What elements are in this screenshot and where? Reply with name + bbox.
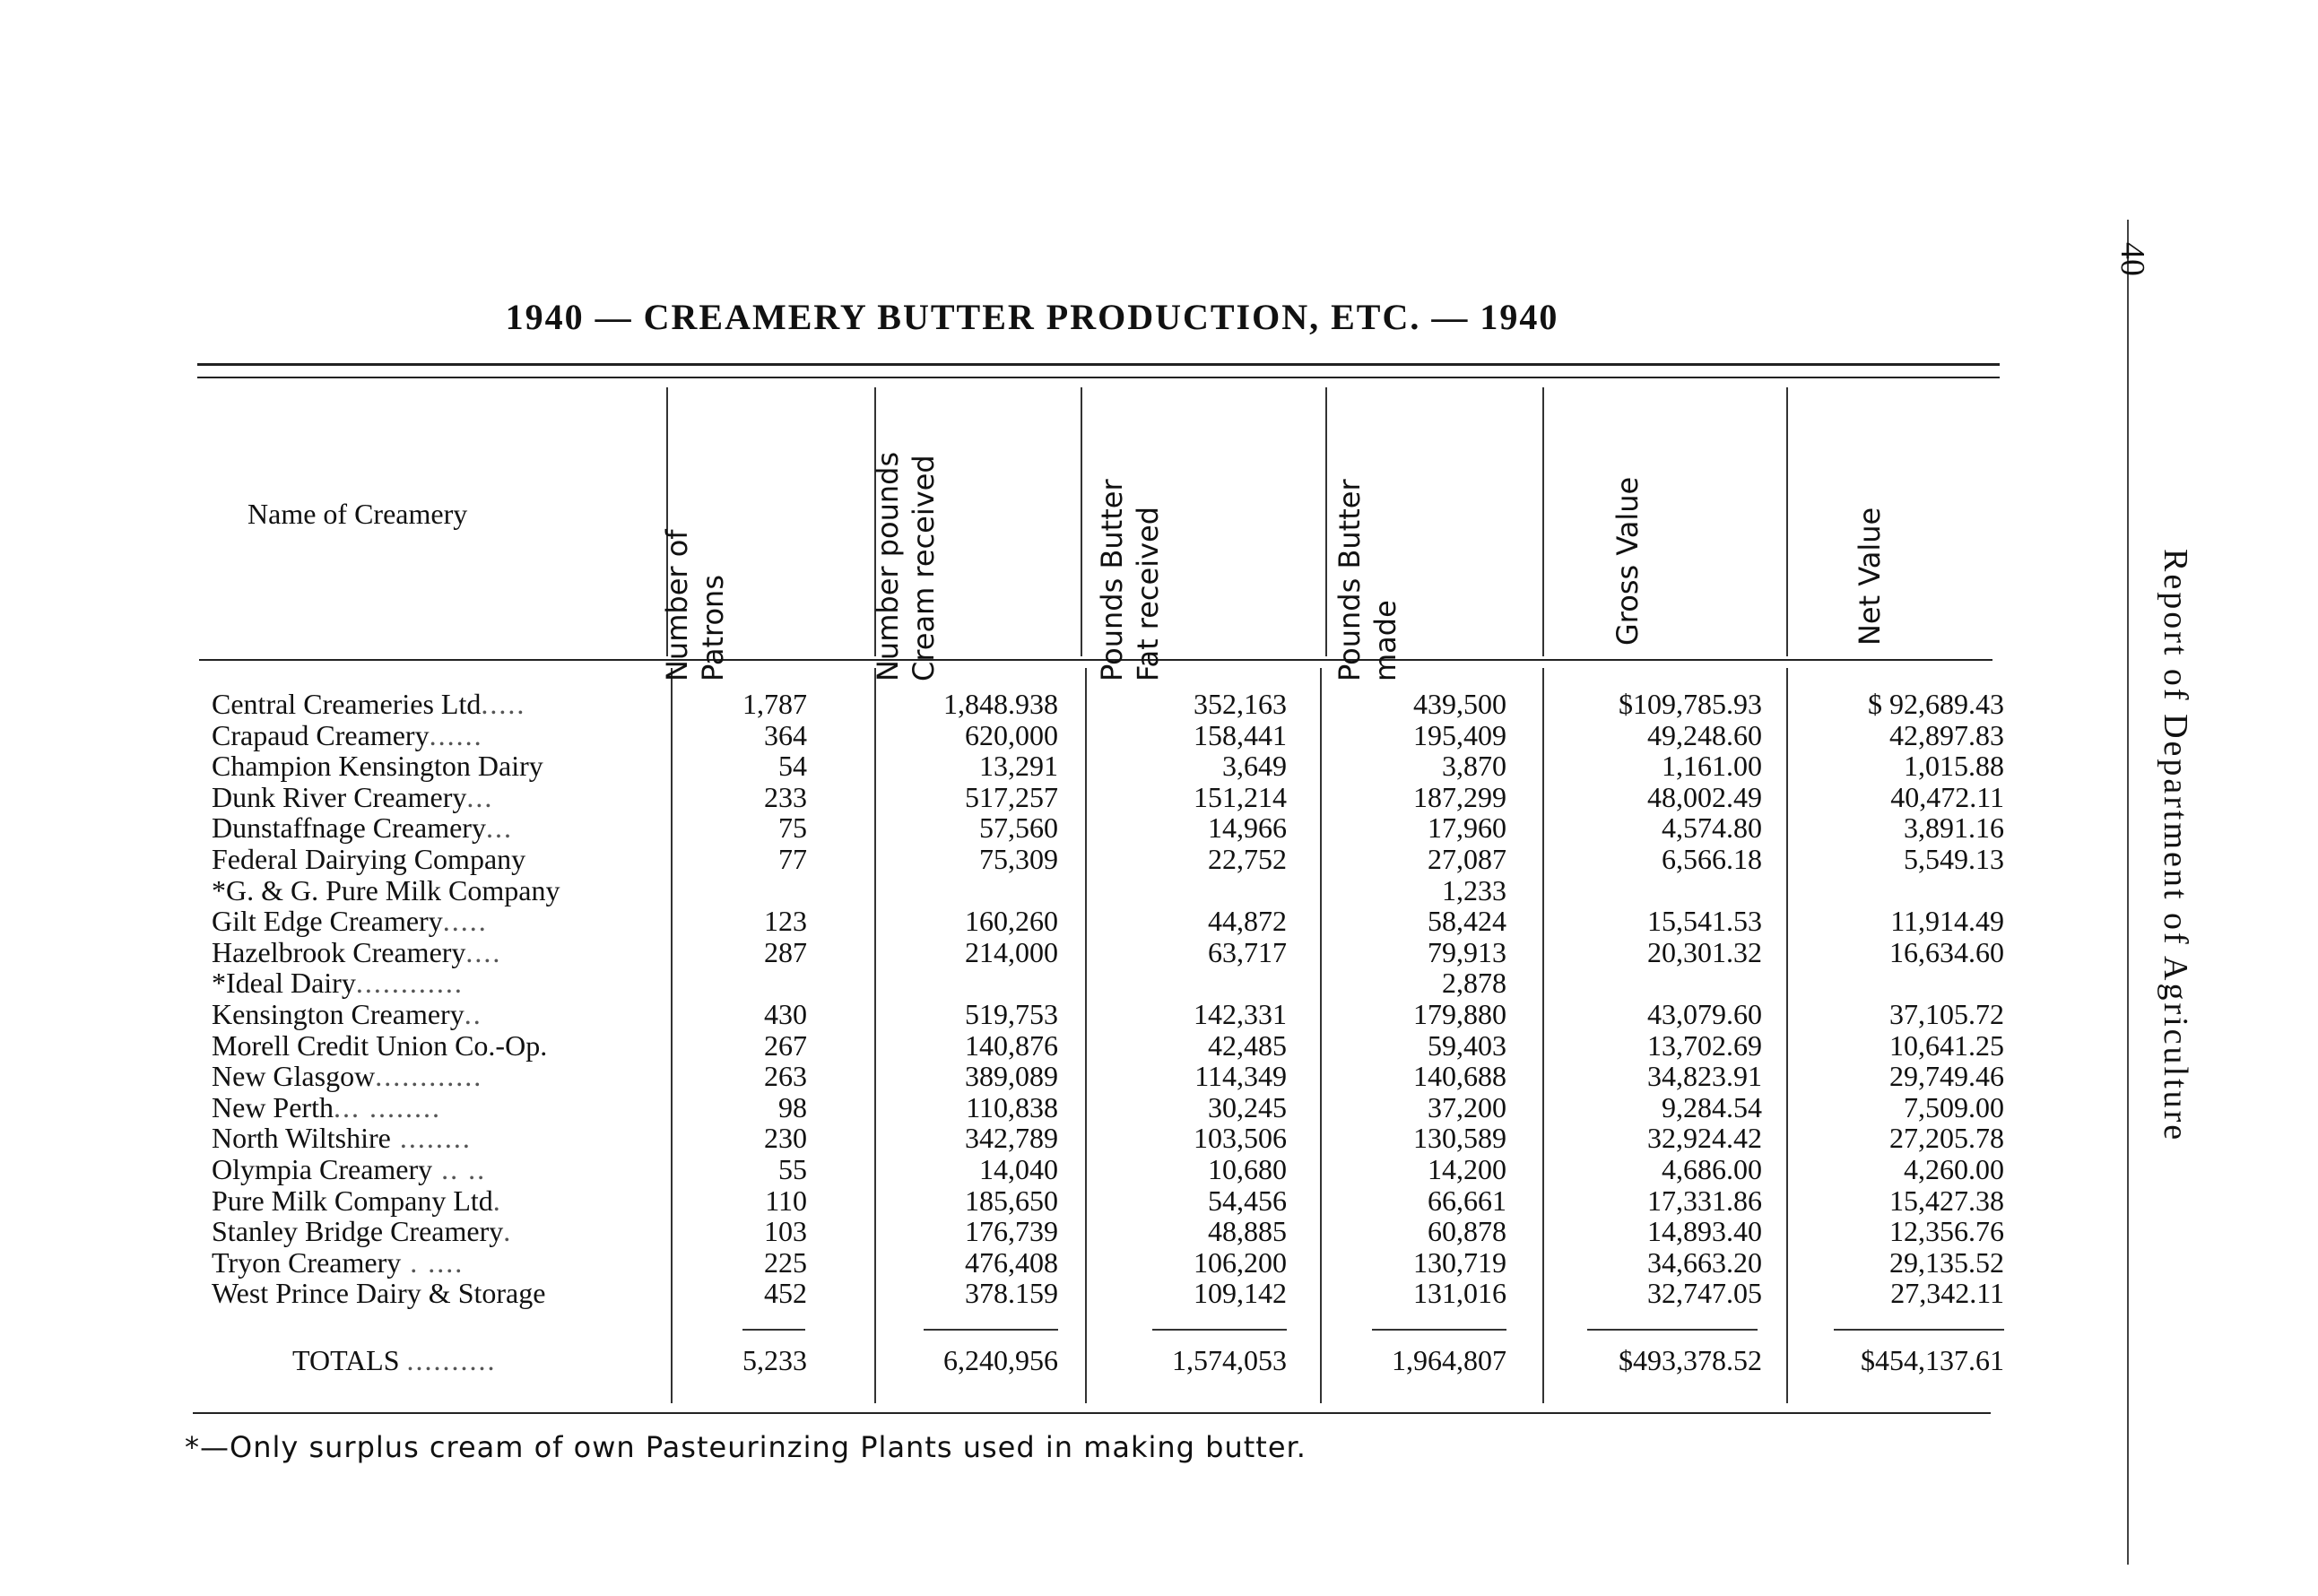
cell-cream: 140,876 bbox=[965, 1028, 1058, 1062]
cell-patrons: 233 bbox=[764, 780, 807, 813]
cell-gross: 34,663.20 bbox=[1647, 1245, 1762, 1279]
totals-net: $454,137.61 bbox=[1861, 1344, 2004, 1376]
dot-leader: .. bbox=[464, 998, 482, 1030]
sum-rule bbox=[1152, 1329, 1287, 1331]
totals-fat: 1,574,053 bbox=[1172, 1344, 1287, 1376]
cell-gross: 14,893.40 bbox=[1647, 1215, 1762, 1248]
creamery-name bbox=[212, 875, 673, 906]
creamery-name-text: Gilt Edge Creamery bbox=[212, 905, 443, 938]
cell-patrons: 230 bbox=[764, 1122, 807, 1155]
creamery-name bbox=[212, 1154, 673, 1185]
creamery-name bbox=[212, 1123, 673, 1154]
cell-net: 42,897.83 bbox=[1889, 718, 2004, 751]
cell-butter: 130,719 bbox=[1413, 1245, 1506, 1279]
cell-fat: 54,456 bbox=[1208, 1184, 1287, 1217]
column-header-cream bbox=[870, 452, 942, 681]
creamery-name-text: Crapaud Creamery bbox=[212, 718, 430, 751]
cell-fat: 142,331 bbox=[1194, 998, 1287, 1030]
cell-fat: 14,966 bbox=[1208, 811, 1287, 845]
creamery-name bbox=[212, 1061, 673, 1092]
column-header-name: Name of Creamery bbox=[247, 498, 468, 530]
dot-leader: ... ........ bbox=[333, 1090, 441, 1123]
creamery-name bbox=[212, 750, 673, 782]
totals-label-text: TOTALS bbox=[292, 1344, 400, 1376]
cell-net: 27,205.78 bbox=[1889, 1122, 2004, 1155]
cell-butter: 140,688 bbox=[1413, 1060, 1506, 1093]
creamery-name bbox=[212, 782, 673, 813]
cell-fat: 10,680 bbox=[1208, 1153, 1287, 1185]
dot-leader: .... bbox=[465, 935, 502, 968]
cell-net: 15,427.38 bbox=[1889, 1184, 2004, 1217]
cell-cream: 110,838 bbox=[966, 1090, 1058, 1123]
title-rule-bottom bbox=[197, 377, 2000, 378]
dot-leader: ... bbox=[466, 780, 494, 813]
cell-net: 29,749.46 bbox=[1889, 1060, 2004, 1093]
column-header-fat-line2: Fat received bbox=[1131, 506, 1165, 681]
cell-patrons: 98 bbox=[778, 1090, 807, 1123]
cell-patrons: 267 bbox=[764, 1028, 807, 1062]
cell-butter: 37,200 bbox=[1428, 1090, 1506, 1123]
cell-cream: 214,000 bbox=[965, 935, 1058, 968]
cell-net: 3,891.16 bbox=[1904, 811, 2004, 845]
cell-fat: 114,349 bbox=[1194, 1060, 1287, 1093]
column-header-fat-line1: Pounds Butter bbox=[1095, 479, 1129, 681]
creamery-name-text: *Ideal Dairy bbox=[212, 967, 356, 1000]
page-number: 40 bbox=[2114, 242, 2151, 276]
cell-gross: 34,823.91 bbox=[1647, 1060, 1762, 1093]
cell-gross: 49,248.60 bbox=[1647, 718, 1762, 751]
cell-patrons: 225 bbox=[764, 1245, 807, 1279]
cell-patrons: 103 bbox=[764, 1215, 807, 1248]
creamery-name-text: Kensington Creamery bbox=[212, 998, 464, 1030]
cell-gross: 1,161.00 bbox=[1662, 750, 1762, 783]
cell-gross: 13,702.69 bbox=[1647, 1028, 1762, 1062]
creamery-name-text: North Wiltshire bbox=[212, 1122, 391, 1155]
creamery-name bbox=[212, 844, 673, 875]
column-divider bbox=[1325, 387, 1327, 656]
dot-leader: ............ bbox=[375, 1060, 483, 1093]
creamery-name-text: New Glasgow bbox=[212, 1060, 376, 1093]
cell-butter: 439,500 bbox=[1413, 688, 1506, 720]
cell-butter: 131,016 bbox=[1413, 1277, 1506, 1310]
cell-net: 40,472.11 bbox=[1890, 780, 2004, 813]
creamery-name bbox=[212, 1278, 673, 1309]
cell-net: 7,509.00 bbox=[1904, 1090, 2004, 1123]
cell-gross: 48,002.49 bbox=[1647, 780, 1762, 813]
cell-butter: 59,403 bbox=[1428, 1028, 1506, 1062]
cell-fat: 30,245 bbox=[1208, 1090, 1287, 1123]
creamery-name bbox=[212, 999, 673, 1030]
cell-net: 4,260.00 bbox=[1904, 1153, 2004, 1185]
cell-fat: 352,163 bbox=[1194, 688, 1287, 720]
page-title: 1940 — CREAMERY BUTTER PRODUCTION, ETC. — 1940 bbox=[505, 297, 1559, 337]
dot-leader: .. .. bbox=[432, 1153, 487, 1185]
cell-net: 37,105.72 bbox=[1889, 998, 2004, 1030]
creamery-name-text: Federal Dairying Company bbox=[212, 843, 526, 875]
cell-fat: 3,649 bbox=[1222, 750, 1287, 783]
creamery-name-text: Morell Credit Union Co.-Op. bbox=[212, 1028, 548, 1062]
cell-fat: 151,214 bbox=[1194, 780, 1287, 813]
cell-cream: 342,789 bbox=[965, 1122, 1058, 1155]
cell-butter: 130,589 bbox=[1413, 1122, 1506, 1155]
cell-cream: 519,753 bbox=[965, 998, 1058, 1030]
cell-gross: 32,747.05 bbox=[1647, 1277, 1762, 1310]
column-header-patrons-line1: Number of bbox=[660, 529, 694, 681]
cell-fat: 22,752 bbox=[1208, 843, 1287, 875]
column-header-butter-line1: Pounds Butter bbox=[1333, 479, 1367, 681]
cell-net: 10,641.25 bbox=[1889, 1028, 2004, 1062]
creamery-name bbox=[212, 1030, 673, 1062]
totals-butter: 1,964,807 bbox=[1392, 1344, 1506, 1376]
cell-cream: 476,408 bbox=[965, 1245, 1058, 1279]
creamery-name-text: Champion Kensington Dairy bbox=[212, 750, 543, 783]
cell-cream: 14,040 bbox=[979, 1153, 1058, 1185]
cell-net: 11,914.49 bbox=[1890, 905, 2004, 938]
cell-butter: 195,409 bbox=[1413, 718, 1506, 751]
cell-butter: 2,878 bbox=[1442, 967, 1506, 1000]
cell-butter: 79,913 bbox=[1428, 935, 1506, 968]
creamery-name bbox=[212, 689, 673, 720]
cell-cream: 378.159 bbox=[965, 1277, 1058, 1310]
creamery-name bbox=[212, 720, 673, 751]
cell-patrons: 77 bbox=[778, 843, 807, 875]
cell-gross: 6,566.18 bbox=[1662, 843, 1762, 875]
dot-leader: . bbox=[503, 1215, 513, 1248]
cell-cream: 176,739 bbox=[965, 1215, 1058, 1248]
dot-leader: ........ bbox=[390, 1122, 472, 1155]
cell-net: 16,634.60 bbox=[1889, 935, 2004, 968]
dot-leader: ..... bbox=[442, 905, 488, 938]
cell-cream: 517,257 bbox=[965, 780, 1058, 813]
creamery-name bbox=[212, 1092, 673, 1123]
cell-fat: 106,200 bbox=[1194, 1245, 1287, 1279]
cell-net: $ 92,689.43 bbox=[1868, 688, 2004, 720]
cell-cream: 160,260 bbox=[965, 905, 1058, 938]
cell-net: 5,549.13 bbox=[1904, 843, 2004, 875]
creamery-name-text: Dunstaffnage Creamery bbox=[212, 811, 486, 845]
creamery-name bbox=[212, 906, 673, 937]
cell-patrons: 452 bbox=[764, 1277, 807, 1310]
cell-patrons: 54 bbox=[778, 750, 807, 783]
cell-patrons: 1,787 bbox=[742, 688, 807, 720]
totals-patrons: 5,233 bbox=[742, 1344, 807, 1376]
totals-gross: $493,378.52 bbox=[1619, 1344, 1762, 1376]
cell-butter: 1,233 bbox=[1442, 873, 1506, 906]
sum-rule bbox=[924, 1329, 1058, 1331]
cell-fat: 63,717 bbox=[1208, 935, 1287, 968]
cell-net: 12,356.76 bbox=[1889, 1215, 2004, 1248]
cell-patrons: 55 bbox=[778, 1153, 807, 1185]
dot-leader: ............ bbox=[355, 967, 464, 1000]
creamery-name-text: *G. & G. Pure Milk Company bbox=[212, 873, 560, 906]
sum-rule bbox=[1372, 1329, 1506, 1331]
cell-net: 29,135.52 bbox=[1889, 1245, 2004, 1279]
running-head: Report of Department of Agriculture bbox=[2157, 549, 2194, 1143]
cell-butter: 66,661 bbox=[1428, 1184, 1506, 1217]
cell-butter: 14,200 bbox=[1428, 1153, 1506, 1185]
creamery-name bbox=[212, 1185, 673, 1217]
cell-net: 27,342.11 bbox=[1890, 1277, 2004, 1310]
cell-fat: 48,885 bbox=[1208, 1215, 1287, 1248]
column-header-net bbox=[1852, 507, 1888, 646]
cell-cream: 185,650 bbox=[965, 1184, 1058, 1217]
cell-gross: 15,541.53 bbox=[1647, 905, 1762, 938]
cell-patrons: 430 bbox=[764, 998, 807, 1030]
cell-butter: 17,960 bbox=[1428, 811, 1506, 845]
column-header-cream-line2: Cream received bbox=[907, 455, 941, 681]
creamery-name bbox=[212, 1216, 673, 1247]
column-header-butter bbox=[1332, 479, 1403, 681]
cell-butter: 179,880 bbox=[1413, 998, 1506, 1030]
title-rule-top bbox=[197, 363, 2000, 366]
dot-leader: ... bbox=[485, 811, 513, 845]
cell-cream: 57,560 bbox=[979, 811, 1058, 845]
creamery-name bbox=[212, 967, 673, 999]
creamery-name bbox=[212, 812, 673, 844]
creamery-name bbox=[212, 937, 673, 968]
totals-leader: .......... bbox=[406, 1344, 497, 1376]
column-header-fat bbox=[1094, 479, 1166, 681]
cell-patrons: 110 bbox=[765, 1184, 807, 1217]
column-divider bbox=[1081, 387, 1082, 656]
cell-patrons: 75 bbox=[778, 811, 807, 845]
creamery-name-text: Olympia Creamery bbox=[212, 1153, 433, 1185]
creamery-name-text: Pure Milk Company Ltd bbox=[212, 1184, 493, 1217]
cell-fat: 158,441 bbox=[1194, 718, 1287, 751]
creamery-name-text: Stanley Bridge Creamery bbox=[212, 1215, 504, 1248]
cell-butter: 3,870 bbox=[1442, 750, 1506, 783]
cell-net: 1,015.88 bbox=[1904, 750, 2004, 783]
cell-butter: 58,424 bbox=[1428, 905, 1506, 938]
creamery-name-text: Central Creameries Ltd bbox=[212, 688, 482, 720]
dot-leader: . .... bbox=[401, 1245, 464, 1279]
cell-cream: 13,291 bbox=[979, 750, 1058, 783]
sum-rule bbox=[742, 1329, 805, 1331]
sum-rule bbox=[1834, 1329, 2004, 1331]
cell-gross: 20,301.32 bbox=[1647, 935, 1762, 968]
cell-fat: 42,485 bbox=[1208, 1028, 1287, 1062]
column-header-butter-line2: made bbox=[1368, 600, 1402, 681]
column-divider bbox=[1786, 387, 1788, 656]
cell-butter: 27,087 bbox=[1428, 843, 1506, 875]
footnote: *—Only surplus cream of own Pasteurinzing Plants used in making butter. bbox=[185, 1430, 1307, 1464]
cell-gross: 32,924.42 bbox=[1647, 1122, 1762, 1155]
column-header-net-line1: Net Value bbox=[1853, 507, 1887, 646]
column-header-gross bbox=[1610, 477, 1645, 646]
cell-gross: 4,574.80 bbox=[1662, 811, 1762, 845]
dot-leader: . bbox=[492, 1184, 502, 1217]
cell-fat: 44,872 bbox=[1208, 905, 1287, 938]
cell-butter: 60,878 bbox=[1428, 1215, 1506, 1248]
creamery-name-text: Hazelbrook Creamery bbox=[212, 935, 466, 968]
cell-gross: $109,785.93 bbox=[1619, 688, 1762, 720]
cell-patrons: 364 bbox=[764, 718, 807, 751]
cell-fat: 103,506 bbox=[1194, 1122, 1287, 1155]
cell-fat: 109,142 bbox=[1194, 1277, 1287, 1310]
cell-butter: 187,299 bbox=[1413, 780, 1506, 813]
column-header-cream-line1: Number pounds bbox=[871, 451, 905, 681]
creamery-name-text: New Perth bbox=[212, 1090, 334, 1123]
cell-patrons: 287 bbox=[764, 935, 807, 968]
creamery-name-text: Dunk River Creamery bbox=[212, 780, 467, 813]
column-header-gross-line1: Gross Value bbox=[1610, 476, 1645, 646]
creamery-name-text: West Prince Dairy & Storage bbox=[212, 1277, 546, 1310]
sum-rule bbox=[1587, 1329, 1758, 1331]
cell-patrons: 123 bbox=[764, 905, 807, 938]
cell-gross: 43,079.60 bbox=[1647, 998, 1762, 1030]
cell-gross: 9,284.54 bbox=[1662, 1090, 1762, 1123]
cell-cream: 1,848.938 bbox=[943, 688, 1058, 720]
column-header-patrons-line2: Patrons bbox=[696, 575, 730, 681]
column-divider bbox=[1542, 387, 1544, 656]
cell-gross: 4,686.00 bbox=[1662, 1153, 1762, 1185]
table-bottom-rule bbox=[193, 1412, 1991, 1414]
column-header-patrons bbox=[659, 529, 731, 681]
creamery-name-text: Tryon Creamery bbox=[212, 1245, 402, 1279]
cell-patrons: 263 bbox=[764, 1060, 807, 1093]
totals-cream: 6,240,956 bbox=[943, 1344, 1058, 1376]
dot-leader: ..... bbox=[481, 688, 526, 720]
margin-rule bbox=[2127, 220, 2129, 1565]
cell-cream: 389,089 bbox=[965, 1060, 1058, 1093]
creamery-name bbox=[212, 1247, 673, 1279]
dot-leader: ...... bbox=[429, 718, 483, 751]
cell-cream: 75,309 bbox=[979, 843, 1058, 875]
cell-cream: 620,000 bbox=[965, 718, 1058, 751]
cell-gross: 17,331.86 bbox=[1647, 1184, 1762, 1217]
